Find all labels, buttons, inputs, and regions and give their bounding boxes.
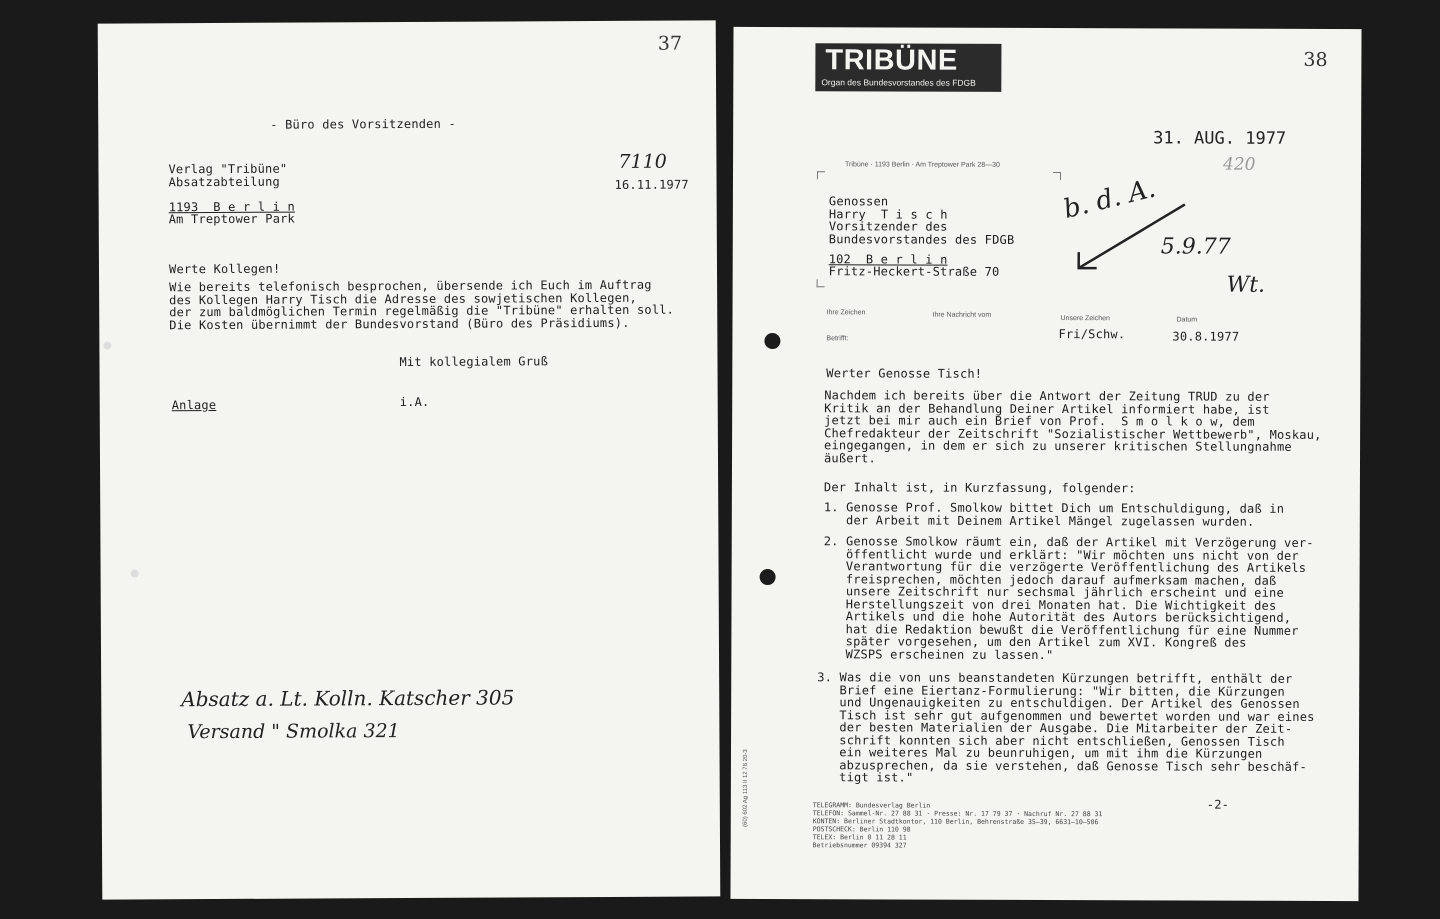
closing: Mit kollegialem Gruß [399, 354, 549, 370]
handwritten-reference: 7110 [618, 150, 667, 173]
page-continuation: -2- [1206, 797, 1230, 812]
address-window-corner [817, 279, 825, 287]
address-street: Am Treptower Park [168, 211, 295, 227]
label-our-reference: Unsere Zeichen [1060, 315, 1110, 323]
punch-hole-mark [131, 569, 139, 577]
address-window-corner [1053, 172, 1061, 180]
addressee: Genossen Harry T i s c h Vorsitzender des Bundesvorstandes des FDGB [828, 194, 1015, 247]
punch-hole [764, 333, 780, 349]
page-number: 37 [657, 32, 683, 55]
sender-line: Tribüne · 1193 Berlin · Am Treptower Park 28—30 [845, 161, 1000, 169]
label-subject: Betrifft: [826, 335, 849, 343]
greeting: Werter Genosse Tisch! [826, 366, 983, 381]
received-stamp: 31. AUG. 1977 [1153, 128, 1287, 149]
label-your-reference: Ihre Zeichen [826, 309, 866, 317]
letter-date: 30.8.1977 [1172, 329, 1240, 344]
letter-paragraph: Nachdem ich bereits über die Antwort der Zeitung TRUD zu der Kritik an der Behandlung Deiner Artikel informiert habe, ist jetzt bei mir auch ein Brief von Prof. S m o l k o w, dem Chefredakteur der Zeitschrift "Sozialistischer Wettbewerb", Moskau, eingegangen, in dem er sich zu unserer kritischen Stellungnahme äußert. [823, 388, 1322, 465]
punch-hole-mark [103, 342, 111, 350]
logo-title: TRIBÜNE [825, 44, 958, 77]
signature-prefix: i.A. [399, 394, 430, 410]
greeting: Werte Kollegen! [168, 261, 281, 277]
letter-date: 16.11.1977 [614, 177, 689, 192]
punch-hole [760, 569, 776, 585]
handwritten-date: 5.9.77 [1160, 234, 1231, 260]
list-item: 2. Genosse Smolkow räumt ein, daß der Artikel mit Verzögerung ver- öffentlicht wurde und erklärt: "Wir möchten uns nicht von der Verantwortung für die verzögerte Veröffentlichung des Artikels freisprechen, möchten jedoch darauf aufmerksam machen, daß unsere Zeitschrift nur sechsmal jährlich erscheint und eine Herstellungszeit von drei Monaten hat. Die Wichtigkeit des Artikels und die hohe Autorität des Autors berücksichtigend, hat die Redaktion bewußt die Veröffentlichung für eine Nummer später vorgesehen, um den Artikel zum XVI. Kongreß des WZSPS erscheinen zu lassen." [823, 534, 1314, 662]
label-your-message: Ihre Nachricht vom [932, 311, 992, 319]
address-city: 102 B e r l i n [828, 252, 948, 267]
stamp-number: 420 [1223, 154, 1256, 175]
address-city: 1193 B e r l i n [168, 199, 295, 215]
handwritten-note: Absatz a. Lt. Kolln. Katscher 305 [181, 685, 515, 712]
tribune-logo [815, 43, 1001, 92]
handwritten-note: Versand " Smolka 321 [187, 720, 400, 744]
address-window-corner [817, 171, 825, 179]
logo-subtitle: Organ des Bundesvorstandes des FDGB [821, 77, 976, 88]
handwritten-initials: Wt. [1226, 272, 1266, 298]
letter-paragraph: Der Inhalt ist, in Kurzfassung, folgender: [823, 480, 1136, 496]
enclosure-label: Anlage [171, 398, 217, 413]
list-item: 1. Genosse Prof. Smolkow bittet Dich um Entschuldigung, daß in der Arbeit mit Deinem Artikel Mängel zugelassen wurden. [823, 500, 1285, 529]
address-street: Fritz-Heckert-Straße 70 [828, 264, 1000, 279]
label-date: Datum [1176, 316, 1198, 324]
letterhead-footer: TELEGRAMM: Bundesverlag Berlin TELEFON: Sammel-Nr. 27 88 31 · Presse: Nr. 17 79 37 · Nachruf Nr. 27 88 31 KONTEN: Berliner Stadtkontor, 110 Berlin, Behrenstraße 35—39, 6631—10—506 POSTSCHECK: Berlin 110 98 TELEX: Berlin 0 11 28 11 Betriebsnummer 09394 327 [812, 801, 1103, 850]
page-number: 38 [1303, 48, 1328, 71]
our-reference: Fri/Schw. [1058, 327, 1126, 342]
office-heading: - Büro des Vorsitzenden - [270, 116, 456, 132]
handwritten-annotation: b. d. A. [1060, 173, 1159, 225]
left-letter-page [98, 20, 721, 899]
letter-body: Wie bereits telefonisch besprochen, übersende ich Euch im Auftrag des Kollegen Harry Tisch die Adresse des sowjetischen Kollegen, der zum baldmöglichen Termin regelmäßig die "Tribüne" erhalten soll. Die Kosten übernimmt der Bundesvorstand (Büro des Präsidiums). [169, 277, 675, 332]
recipient: Verlag "Tribüne" Absatzabteilung [168, 161, 288, 189]
print-code: (60) 602 Ag 113 II 12 78 20-3 [742, 749, 750, 827]
list-item: 3. Was die von uns beanstandeten Kürzungen betrifft, enthält der Brief eine Eiertanz-Formulierung: "Wir bitten, die Kürzungen und Ungenauigkeiten zu entschuldigen. Der Artikel des Genossen Tisch ist sehr gut aufgenommen und bewertet worden und war eines der besten Materialien der Ausgabe. Die Mitarbeiter der Zeit- schrift konnten sich aber nicht entschließen, Genossen Tisch ein weiteres Mal zu beunruhigen, um mit ihm die Kürzungen abzusprechen, da sie verstehen, daß Genosse Tisch sehr beschäf- tigt ist." [816, 670, 1315, 785]
right-letter-page [730, 27, 1361, 901]
